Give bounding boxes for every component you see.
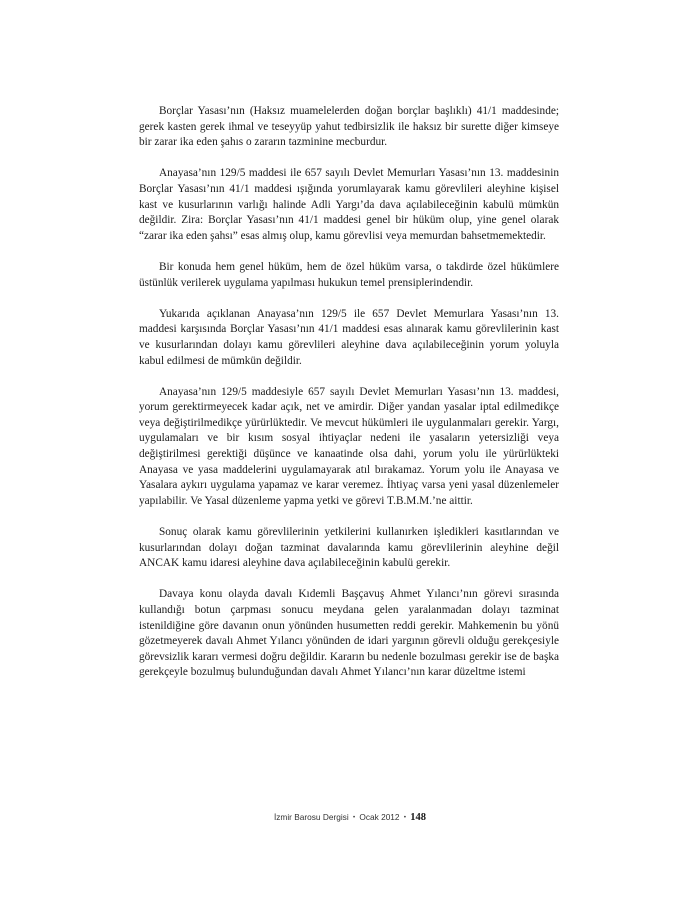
paragraph: Yukarıda açıklanan Anayasa’nın 129/5 ile 657 Devlet Memurlara Yasası’nın 13. maddesi karşısında Borçlar Yasası’nın 41/1 maddesi esas alınarak kamu görevlilerinin kast ve kusurlarından dolayı kamu görevlileri aleyhine dava açılabileceğinin yorum yoluyla kabul edilmesi de mümkün değildir. — [139, 307, 559, 367]
paragraph: Davaya konu olayda davalı Kıdemli Başçavuş Ahmet Yılancı’nın görevi sırasında kullandığı botun çarpması sonucu meydana gelen yaralanmadan dolayı tazminat istenildiğine göre davanın onun yönünden husumetten reddi gerekir. Mahkemenin bu yönü gözetmeyerek davalı Ahmet Yılancı yönünden de idari yargının görevli olduğu gerekçesiyle görevsizlik kararı vermesi doğru değildir. Kararın bu nedenle bozulması gerekir ise de başka gerekçeyle bozulmuş bulunduğundan davalı Ahmet Yılancı’nın karar düzeltme istemi — [139, 588, 559, 679]
footer-separator: • — [352, 815, 356, 821]
paragraph: Sonuç olarak kamu görevlilerinin yetkilerini kullanırken işledikleri kasıtlarından ve kusurlarından dolayı doğan tazminat davalarında kamu görevlilerinin aleyhine değil ANCAK kamu idaresi aleyhine dava açılabileceğinin kabulü gerekir. — [139, 526, 559, 570]
paragraph: Borçlar Yasası’nın (Haksız muamelelerden doğan borçlar başlıklı) 41/1 maddesinde; gerek kasten gerek ihmal ve teseyyüp yahut tedbirsizlik ile haksız bir surette diğer kimseye bir zarar ika eden şahıs o zararın tazminine mecburdur. — [139, 105, 559, 149]
paragraph: Anayasa’nın 129/5 maddesi ile 657 sayılı Devlet Memurları Yasası’nın 13. maddesinin Borçlar Yasası’nın 41/1 maddesi ışığında yorumlayarak kamu görevlileri aleyhine kişisel kast ve kusurlarının varlığı halinde Adli Yargı’da dava açılabileceğinin kabulü mümkün değildir. Zira: Borçlar Yasası’nın 41/1 maddesi genel bir hüküm olup, yine genel olarak “zarar ika eden şahsı” esas almış olup, kamu görevlisi veya memurdan bahsetmemektedir. — [139, 167, 559, 242]
footer-separator: • — [403, 815, 406, 821]
paragraph: Bir konuda hem genel hüküm, hem de özel hüküm varsa, o takdirde özel hükümlere üstünlük verilerek uygulama yapılması hukukun temel prensiplerindendir. — [139, 260, 559, 289]
page-footer — [0, 812, 700, 823]
page-number: 148 — [410, 812, 427, 823]
paragraph: Anayasa’nın 129/5 maddesiyle 657 sayılı Devlet Memurları Yasası’nın 13. maddesi, yorum gerektirmeyecek kadar açık, net ve amirdir. Diğer yandan yasalar iptal edilmedikçe veya değiştirilmedikçe yürürlüktedir. Ve mevcut hükümleri ile uygulanmaları gerekir. Yargı, uygulamaları ve bir kısım sosyal ihtiyaçlar nedeni ile yasaların yetersizliği veya değiştirilmesi gerektiği düşünce ve kanaatinde olsa dahi, yorum yolu ile yürürlükteki Anayasa ve yasa maddelerini uygulamayarak atıl bırakamaz. Yorum yolu ile Anayasa ve Yasalara aykırı uygulama yapamaz ve karar veremez. İhtiyaç varsa yeni yasal düzenlemeler yapılabilir. Ve Yasal düzenleme yapma yetki ve görevi T.B.M.M.’ne aittir. — [139, 385, 559, 507]
issue-date: Ocak 2012 — [359, 812, 400, 822]
body-text — [139, 104, 559, 681]
journal-name: İzmir Barosu Dergisi — [273, 812, 349, 822]
